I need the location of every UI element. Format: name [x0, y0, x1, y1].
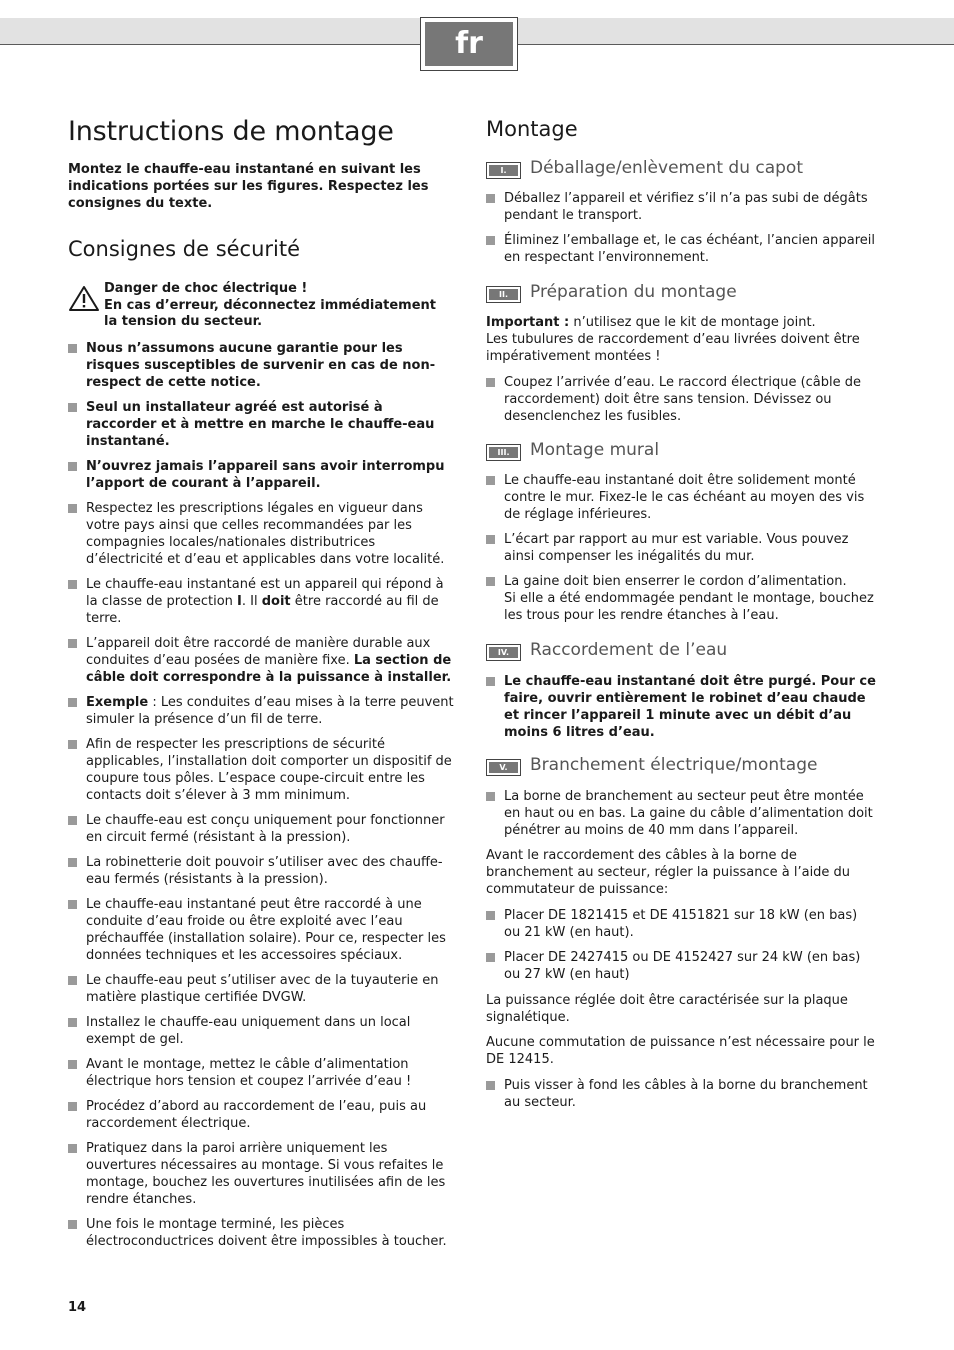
section-2-list: [486, 374, 876, 433]
list-item: Le chauffe-eau peut s’utiliser avec de la tuyauterie en matière plastique certifiée DVGW.: [68, 972, 456, 1006]
list-item: Exemple : Les conduites d’eau mises à la terre peuvent simuler la présence d’un fil de terre.: [68, 694, 456, 728]
warning-text: [104, 281, 448, 331]
section-5-list-b: [486, 907, 876, 991]
list-item: Nous n’assumons aucune garantie pour les risques susceptibles de survenir en cas de non-respect de cette notice.: [68, 340, 456, 391]
list-item: Le chauffe-eau instantané peut être raccordé à une conduite d’eau froide ou être exploité avec l’eau préchauffée (installation solaire). Pour ce, respecter les données techniques et les accessoires spéciaux.: [68, 896, 456, 964]
list-item: La borne de branchement au secteur peut être montée en haut ou en bas. La gaine du câble d’alimentation doit pénétrer au moins de 40 mm dans l’appareil.: [486, 788, 876, 839]
section-title: Raccordement de l’eau: [530, 640, 728, 660]
section-5-list-c: [486, 1077, 876, 1119]
list-item: Placer DE 2427415 ou DE 4152427 sur 24 kW (en bas) ou 27 kW (en haut): [486, 949, 876, 983]
list-item: N’ouvrez jamais l’appareil sans avoir interrompu l’apport de courant à l’appareil.: [68, 458, 456, 492]
section-1-list: [486, 190, 876, 274]
list-item: Seul un installateur agréé est autorisé à raccorder et à mettre en marche le chauffe-eau instantané.: [68, 399, 456, 450]
list-item: Le chauffe-eau instantané doit être solidement monté contre le mur. Fixez-le le cas échéant au moyen des vis de réglage inférieures.: [486, 472, 876, 523]
important-note: Important : n’utilisez que le kit de montage joint. Les tubulures de raccordement d’eau livrées doivent être impérativement montées !: [486, 315, 860, 364]
language-tab: [420, 17, 518, 71]
intro-text: Montez le chauffe-eau instantané en suivant les indications portées sur les figures. Respectez les consignes du texte.: [68, 162, 429, 211]
list-item: L’écart par rapport au mur est variable. Vous pouvez ainsi compenser les inégalités du mur.: [486, 531, 876, 565]
list-item: Placer DE 1821415 et DE 4151821 sur 18 kW (en bas) ou 21 kW (en haut).: [486, 907, 876, 941]
section-badge: IV.: [486, 644, 521, 661]
montage-heading: Montage: [486, 117, 578, 141]
list-item: Respectez les prescriptions légales en vigueur dans votre pays ainsi que celles recommandées par les compagnies locales/nationales distributrices d’électricité et d’eau et applicables dans votre localité.: [68, 500, 456, 568]
section-badge: III.: [486, 444, 521, 461]
list-item: La robinetterie doit pouvoir s’utiliser avec des chauffe-eau fermés (résistants à la pression).: [68, 854, 456, 888]
page-number: 14: [68, 1300, 87, 1315]
paragraph: Aucune commutation de puissance n’est nécessaire pour le DE 12415.: [486, 1035, 875, 1067]
section-4-list: [486, 673, 876, 749]
section-title: Branchement électrique/montage: [530, 755, 818, 775]
section-badge: II.: [486, 286, 521, 303]
list-item: Afin de respecter les prescriptions de sécurité applicables, l’installation doit comporter un dispositif de coupure tous pôles. L’espace coupe-circuit entre les contacts doit s’élever à 3 mm minimum.: [68, 736, 456, 804]
list-item: Le chauffe-eau instantané doit être purgé. Pour ce faire, ouvrir entièrement le robinet d’eau chaude et rincer l’appareil 1 minute avec un débit d’au moins 6 litres d’eau.: [486, 673, 876, 741]
section-title: Préparation du montage: [530, 282, 737, 302]
list-item: Installez le chauffe-eau uniquement dans un local exempt de gel.: [68, 1014, 456, 1048]
language-tab-label: fr: [425, 22, 513, 66]
section-title: Déballage/enlèvement du capot: [530, 158, 803, 178]
section-badge: V.: [486, 759, 521, 776]
section-title: Montage mural: [530, 440, 660, 460]
list-item: Une fois le montage terminé, les pièces électroconductrices doivent être impossibles à toucher.: [68, 1216, 456, 1250]
list-item: Coupez l’arrivée d’eau. Le raccord électrique (câble de raccordement) doit être sans tension. Dévissez ou desenclenchez les fusibles.: [486, 374, 876, 425]
list-item: Le chauffe-eau instantané est un appareil qui répond à la classe de protection I. Il doit être raccordé au fil de terre.: [68, 576, 456, 627]
list-item: Puis visser à fond les câbles à la borne du branchement au secteur.: [486, 1077, 876, 1111]
section-badge: I.: [486, 162, 521, 179]
list-item: La gaine doit bien enserrer le cordon d’alimentation. Si elle a été endommagée pendant le montage, bouchez les trous pour les rendre étanches à l’eau.: [486, 573, 876, 624]
list-item: Procédez d’abord au raccordement de l’eau, puis au raccordement électrique.: [68, 1098, 456, 1132]
list-item: Le chauffe-eau est conçu uniquement pour fonctionner en circuit fermé (résistant à la pression).: [68, 812, 456, 846]
list-item: Avant le montage, mettez le câble d’alimentation électrique hors tension et coupez l’arrivée d’eau !: [68, 1056, 456, 1090]
paragraph: Avant le raccordement des câbles à la borne de branchement au secteur, régler la puissance à l’aide du commutateur de puissance:: [486, 848, 851, 897]
page-title: Instructions de montage: [68, 116, 394, 147]
list-item: Pratiquez dans la paroi arrière uniquement les ouvertures nécessaires au montage. Si vous refaites le montage, bouchez les ouvertures inutilisées afin de les rendre étanches.: [68, 1140, 456, 1208]
section-3-list: [486, 472, 876, 632]
warning-triangle-icon: [68, 285, 100, 312]
list-item: L’appareil doit être raccordé de manière durable aux conduites d’eau posées de manière fixe. La section de câble doit correspondre à la puissance à installer.: [68, 635, 456, 686]
warning-line-1: Danger de choc électrique !: [104, 281, 308, 296]
list-item: Éliminez l’emballage et, le cas échéant, l’ancien appareil en respectant l’environnement.: [486, 232, 876, 266]
safety-heading: Consignes de sécurité: [68, 237, 301, 261]
warning-block: [68, 281, 448, 331]
paragraph: La puissance réglée doit être caractérisée sur la plaque signalétique.: [486, 993, 848, 1025]
section-5-list-a: [486, 788, 876, 847]
list-item: Déballez l’appareil et vérifiez s’il n’a pas subi de dégâts pendant le transport.: [486, 190, 876, 224]
warning-line-2: En cas d’erreur, déconnectez immédiatement la tension du secteur.: [104, 297, 437, 329]
safety-list: [68, 340, 456, 1258]
